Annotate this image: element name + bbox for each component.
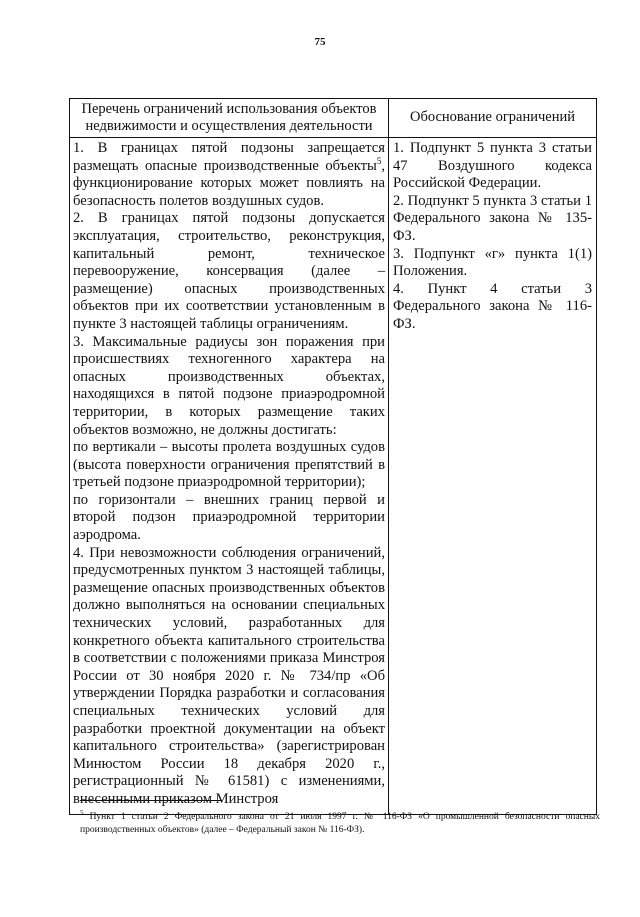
restriction-item-1-tail: функционирование которых может повлиять на безопасность полетов воздушных судов. [73, 175, 385, 209]
footnote-text: Пункт 1 статьи 2 Федерального закона от 21 июля 1997 г. № 116-ФЗ «О промышленной безопасности опасных производственных объектов» (далее – Федеральный закон № 116-ФЗ). [80, 812, 600, 835]
restriction-paragraph: 4. При невозможности соблюдения ограничений, предусмотренных пунктом 3 настоящей таблицы, размещение опасных производственных объектов должно выполняться на основании специальных технических условий, разработанных для конкретного объекта капитального строительства в соответствии с положениями приказа Минстроя России от 30 ноября 2020 г. № 734/пр «Об утверждении Порядка разработки и согласования специальных технических условий для разработки проектной документации на объект капитального строительства» (зарегистрирован Минюстом России 18 декабря 2020 г., регистрационный № 61581) с изменениями, внесенными приказом Минстроя [73, 544, 385, 807]
restrictions-text [70, 138, 388, 809]
restriction-paragraph: по горизонтали – внешних границ первой и второй подзон приаэродромной территории аэродрома. [73, 491, 385, 544]
table-row [70, 138, 597, 815]
footnote-marker: 5 [80, 808, 84, 817]
justification-paragraph: 2. Подпункт 5 пункта 3 статьи 1 Федерального закона № 135-ФЗ. [393, 192, 592, 244]
restriction-paragraph [73, 140, 385, 210]
restriction-item-1-lead: 1. В границах пятой подзоны запрещается размещать опасные производственные объекты [73, 140, 385, 174]
footnote-separator [80, 800, 222, 801]
footnote-reference: 5 [376, 155, 382, 166]
footnote [80, 808, 600, 837]
justification-paragraph: 1. Подпункт 5 пункта 3 статьи 47 Воздушного кодекса Российской Федерации. [393, 140, 592, 192]
restrictions-cell [70, 138, 389, 815]
header-restrictions-list: Перечень ограничений использования объектов недвижимости и осуществления деятельности [70, 99, 389, 138]
justification-text [389, 138, 596, 334]
footnote-ref-comma: , [381, 157, 385, 174]
page-number: 75 [314, 36, 326, 48]
justification-paragraph: 4. Пункт 4 статьи 3 Федерального закона № 116-ФЗ. [393, 280, 592, 332]
justification-paragraph: 3. Подпункт «г» пункта 1(1) Положения. [393, 245, 592, 280]
restriction-paragraph: 2. В границах пятой подзоны допускается эксплуатация, строительство, реконструкция, капитальный ремонт, техническое перевооружение, консервация (далее – размещение) опасных производственных объектов при их соответствии установленным в пункте 3 настоящей таблицы ограничениям. [73, 210, 385, 332]
restriction-paragraph: 3. Максимальные радиусы зон поражения при происшествиях техногенного характера на опасных производственных объектах, находящихся в пятой подзоне приаэродромной территории, в которых размещение таких объектов возможно, не должны достигать: [73, 333, 385, 438]
table-header-row [70, 99, 597, 138]
justification-cell [389, 138, 597, 815]
restrictions-table [69, 98, 597, 815]
header-justification: Обоснование ограничений [389, 99, 597, 138]
restriction-paragraph: по вертикали – высоты пролета воздушных судов (высота поверхности ограничения препятствий в третьей подзоне приаэродромной территории); [73, 439, 385, 491]
